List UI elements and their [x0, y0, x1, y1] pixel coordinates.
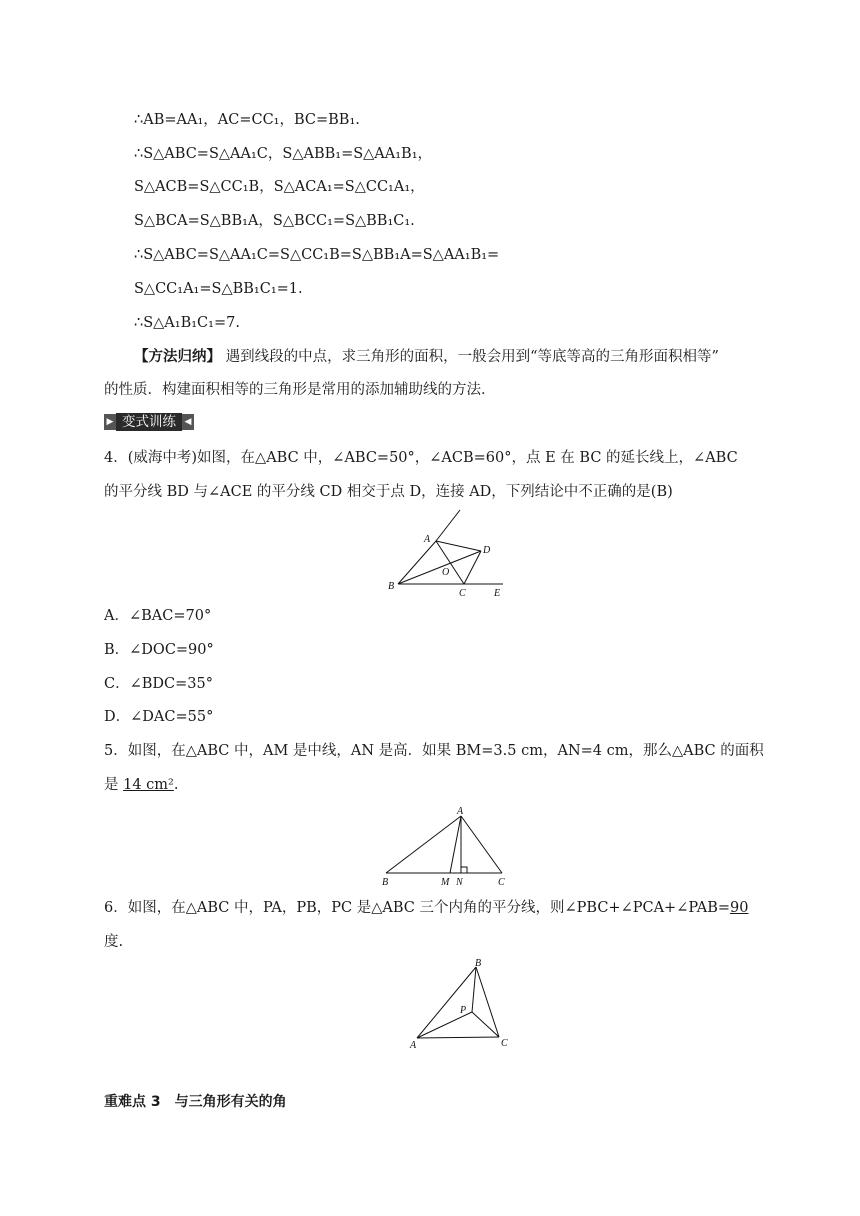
q6-label-b: B: [475, 958, 482, 969]
q5-line2-suffix: .: [173, 777, 179, 793]
q6-label-p: P: [460, 1005, 467, 1016]
q6-figure: [403, 955, 518, 1055]
q4-figure: [380, 505, 510, 600]
method-tag: 【方法归纳】: [134, 348, 221, 365]
q4-option-c: C．∠BDC=35°: [104, 676, 213, 692]
q5-line2-prefix: 是: [104, 777, 124, 793]
q6-label-a: A: [410, 1040, 417, 1051]
q6-figure-svg: [403, 955, 518, 1055]
proof-line-2: ∴S△ABC=S△AA₁C，S△ABB₁=S△AA₁B₁，: [134, 146, 433, 162]
q4-option-a: A．∠BAC=70°: [104, 608, 212, 624]
q4-stem-line-1: 4．(威海中考)如图，在△ABC 中，∠ABC=50°，∠ACB=60°，点 E 在 BC 的延长线上，∠ABC: [104, 450, 738, 466]
play-right-icon: ▶: [104, 414, 116, 430]
method-summary-line-2: 的性质．构建面积相等的三角形是常用的添加辅助线的方法．: [104, 382, 496, 398]
q4-figure-svg: [380, 505, 510, 600]
q5-figure: [378, 803, 518, 891]
section-label-text: 变式训练: [116, 413, 182, 431]
proof-line-6: S△CC₁A₁=S△BB₁C₁=1.: [134, 281, 303, 297]
section-heading: 重难点 3 与三角形有关的角: [104, 1094, 287, 1110]
q6-answer: 90: [730, 900, 749, 916]
q5-label-m: M: [441, 877, 450, 888]
q4-option-d: D．∠DAC=55°: [104, 709, 214, 725]
proof-line-3: S△ACB=S△CC₁B，S△ACA₁=S△CC₁A₁，: [134, 179, 425, 195]
proof-line-7: ∴S△A₁B₁C₁=7.: [134, 315, 240, 331]
q5-stem-line-2: [104, 775, 178, 795]
q5-label-c: C: [498, 877, 505, 888]
q6-stem-line-2: 度.: [104, 934, 124, 950]
q5-stem-line-1: 5．如图，在△ABC 中，AM 是中线，AN 是高．如果 BM=3.5 cm，AN=4 cm，那么△ABC 的面积: [104, 743, 764, 759]
method-summary-line-1: [134, 347, 719, 367]
q4-label-c: C: [459, 588, 466, 599]
q4-label-b: B: [388, 581, 395, 592]
q5-label-n: N: [456, 877, 463, 888]
proof-line-4: S△BCA=S△BB₁A，S△BCC₁=S△BB₁C₁.: [134, 213, 415, 229]
proof-line-5: ∴S△ABC=S△AA₁C=S△CC₁B=S△BB₁A=S△AA₁B₁=: [134, 247, 500, 263]
q4-option-b: B．∠DOC=90°: [104, 642, 214, 658]
q4-label-o: O: [442, 567, 450, 578]
q5-answer: 14 cm²: [123, 777, 174, 793]
q6-stem-line-1: [104, 898, 749, 918]
proof-line-1: ∴AB=AA₁，AC=CC₁，BC=BB₁.: [134, 112, 360, 128]
q5-label-b: B: [382, 877, 389, 888]
q6-line1-prefix: 6．如图，在△ABC 中，PA，PB，PC 是△ABC 三个内角的平分线，则∠PBC+∠PCA+∠PAB=: [104, 900, 731, 916]
q6-label-c: C: [501, 1038, 508, 1049]
q4-label-a: A: [424, 534, 431, 545]
q5-label-a: A: [457, 806, 464, 817]
q4-label-e: E: [494, 588, 501, 599]
section-label: [104, 413, 194, 431]
method-text-1: 遇到线段的中点，求三角形的面积，一般会用到“等底等高的三角形面积相等”: [225, 349, 719, 365]
play-left-icon: ◀: [182, 414, 194, 430]
q5-figure-svg: [378, 803, 518, 891]
q4-label-d: D: [483, 545, 491, 556]
q4-stem-line-2: 的平分线 BD 与∠ACE 的平分线 CD 相交于点 D，连接 AD，下列结论中不正确的是(B): [104, 484, 673, 500]
